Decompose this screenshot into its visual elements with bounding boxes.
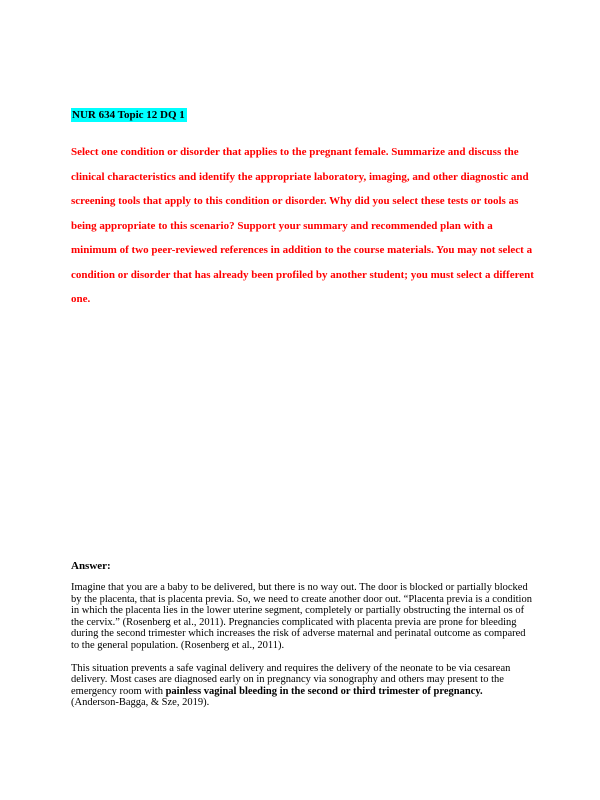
discussion-question: Select one condition or disorder that applies to the pregnant female. Summarize and discuss the clinical characteristics and identify the appropriate laboratory, imaging, and other diagnostic and screening tools that apply to this condition or disorder. Why did you select these tests or tools as being appropriate to this scenario? Support your summary and recommended plan with a minimum of two peer-reviewed references in addition to the course materials. You may not select a condition or disorder that has already been profiled by another student; you must select a different one. xyxy=(71,146,534,305)
answer-paragraph-2-text: This situation prevents a safe vaginal delivery and requires the delivery of the neonate to be via cesarean delivery. Most cases are diagnosed early on in pregnancy via sonography and others may present to the emergency room with xyxy=(71,662,511,697)
answer-paragraph-1: Imagine that you are a baby to be delivered, but there is no way out. The door is blocked or partially blocked by the placenta, that is placenta previa. So, we need to create another door out. “Placenta previa is a condition in which the placenta lies in the lower uterine segment, completely or partially obstructing the internal os of the cervix.” (Rosenberg et al., 2011). Pregnancies complicated with placenta previa are prone for bleeding during the second trimester which increases the risk of adverse maternal and perinatal outcome as compared to the general population. (Rosenberg et al., 2011). xyxy=(71,582,532,651)
answer-body xyxy=(71,582,533,720)
document-title: NUR 634 Topic 12 DQ 1 xyxy=(72,109,185,121)
answer-paragraph-2 xyxy=(71,663,533,709)
answer-paragraph-2-emphasis: painless vaginal bleeding in the second or third trimester of pregnancy. xyxy=(165,685,483,697)
answer-heading: Answer: xyxy=(71,560,111,572)
answer-paragraph-2-citation: (Anderson-Bagga, & Sze, 2019). xyxy=(71,697,210,709)
